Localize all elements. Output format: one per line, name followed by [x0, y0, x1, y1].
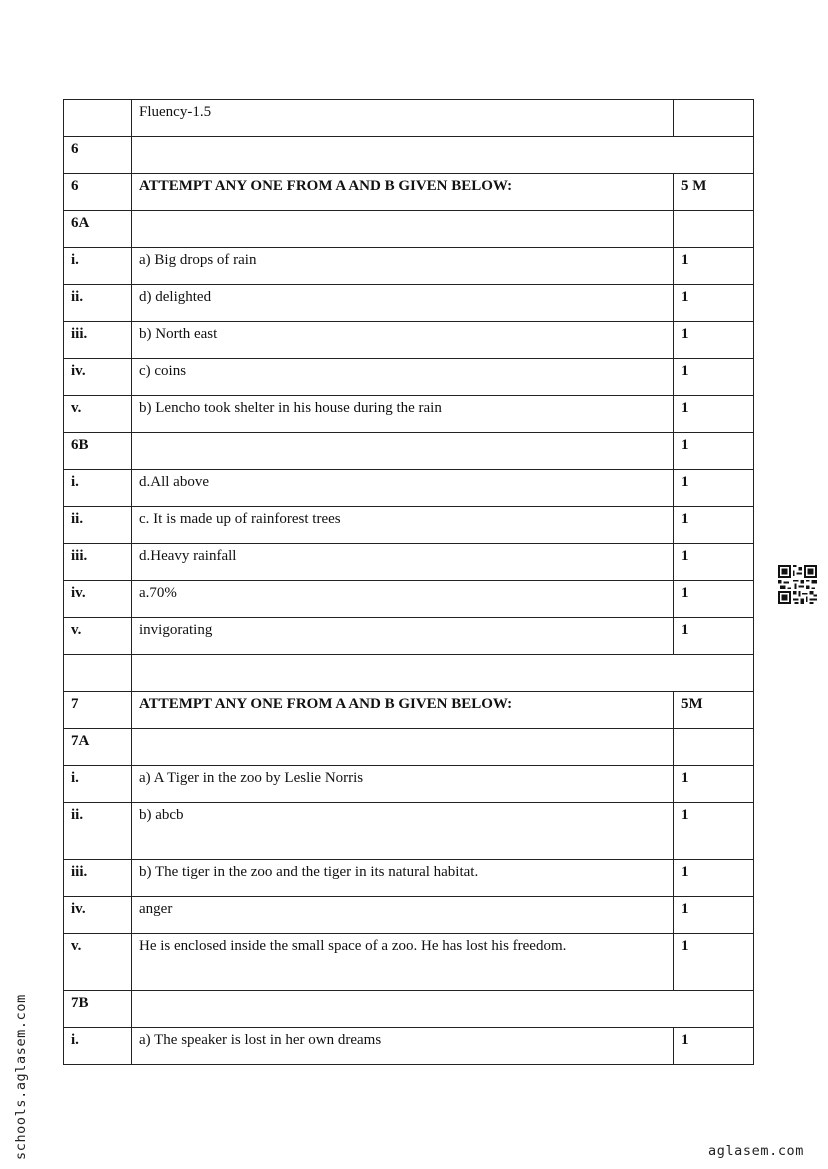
marks: 1	[674, 581, 754, 618]
answer-text	[132, 655, 754, 692]
answer-text: c. It is made up of rainforest trees	[132, 507, 674, 544]
question-number: 7	[64, 692, 132, 729]
question-number: i.	[64, 248, 132, 285]
marks: 1	[674, 322, 754, 359]
table-row	[64, 581, 754, 618]
answer-text	[132, 991, 754, 1028]
marks: 1	[674, 803, 754, 860]
answer-text	[132, 433, 674, 470]
question-number: i.	[64, 766, 132, 803]
marks: 1	[674, 766, 754, 803]
question-number: iii.	[64, 322, 132, 359]
answer-text: Fluency-1.5	[132, 100, 674, 137]
question-number: v.	[64, 618, 132, 655]
question-number	[64, 100, 132, 137]
answer-text: a.70%	[132, 581, 674, 618]
question-number: 6B	[64, 433, 132, 470]
answer-text: invigorating	[132, 618, 674, 655]
marks: 1	[674, 507, 754, 544]
marks: 1	[674, 396, 754, 433]
answer-text: b) The tiger in the zoo and the tiger in its natural habitat.	[132, 860, 674, 897]
answer-text: a) A Tiger in the zoo by Leslie Norris	[132, 766, 674, 803]
table-row	[64, 618, 754, 655]
question-number: iv.	[64, 359, 132, 396]
question-number: i.	[64, 470, 132, 507]
marks: 1	[674, 433, 754, 470]
qr-code-icon	[778, 565, 817, 604]
table-row	[64, 470, 754, 507]
question-number: ii.	[64, 285, 132, 322]
marks: 5 M	[674, 174, 754, 211]
table-row	[64, 991, 754, 1028]
table-row	[64, 211, 754, 248]
table-row	[64, 803, 754, 860]
answer-text: d.Heavy rainfall	[132, 544, 674, 581]
marks	[674, 729, 754, 766]
answer-key-body	[64, 100, 754, 1065]
answer-text: a) Big drops of rain	[132, 248, 674, 285]
answer-text: ATTEMPT ANY ONE FROM A AND B GIVEN BELOW:	[132, 174, 674, 211]
question-number: v.	[64, 396, 132, 433]
question-number: 7A	[64, 729, 132, 766]
marks: 1	[674, 285, 754, 322]
question-number: iv.	[64, 897, 132, 934]
marks: 1	[674, 248, 754, 285]
table-row	[64, 860, 754, 897]
question-number: 7B	[64, 991, 132, 1028]
answer-text: a) The speaker is lost in her own dreams	[132, 1028, 674, 1065]
marks: 1	[674, 897, 754, 934]
table-row	[64, 507, 754, 544]
table-row	[64, 1028, 754, 1065]
answer-text	[132, 729, 674, 766]
table-row	[64, 100, 754, 137]
marks: 1	[674, 1028, 754, 1065]
marks: 1	[674, 359, 754, 396]
table-row	[64, 248, 754, 285]
question-number: iii.	[64, 860, 132, 897]
question-number: ii.	[64, 507, 132, 544]
table-row	[64, 692, 754, 729]
marks: 1	[674, 470, 754, 507]
question-number: iii.	[64, 544, 132, 581]
table-row	[64, 137, 754, 174]
answer-text: b) abcb	[132, 803, 674, 860]
question-number	[64, 655, 132, 692]
question-number: i.	[64, 1028, 132, 1065]
marks: 5M	[674, 692, 754, 729]
table-row	[64, 729, 754, 766]
answer-text: c) coins	[132, 359, 674, 396]
footer-watermark: aglasem.com	[708, 1143, 805, 1159]
answer-text	[132, 211, 674, 248]
table-row	[64, 655, 754, 692]
marks: 1	[674, 544, 754, 581]
table-row	[64, 766, 754, 803]
answer-text: anger	[132, 897, 674, 934]
table-row	[64, 322, 754, 359]
marks: 1	[674, 618, 754, 655]
side-watermark: schools.aglasem.com	[13, 994, 29, 1160]
table-row	[64, 396, 754, 433]
question-number: 6	[64, 174, 132, 211]
table-row	[64, 897, 754, 934]
table-row	[64, 433, 754, 470]
table-row	[64, 359, 754, 396]
question-number: ii.	[64, 803, 132, 860]
table-row	[64, 934, 754, 991]
marks	[674, 100, 754, 137]
answer-text: d.All above	[132, 470, 674, 507]
table-row	[64, 285, 754, 322]
answer-text: b) North east	[132, 322, 674, 359]
question-number: iv.	[64, 581, 132, 618]
marks: 1	[674, 860, 754, 897]
answer-text: d) delighted	[132, 285, 674, 322]
answer-text: b) Lencho took shelter in his house during the rain	[132, 396, 674, 433]
answer-text	[132, 137, 754, 174]
marks	[674, 211, 754, 248]
answer-key-table	[63, 99, 754, 1065]
table-row	[64, 544, 754, 581]
marks: 1	[674, 934, 754, 991]
question-number: 6	[64, 137, 132, 174]
table-row	[64, 174, 754, 211]
answer-text: He is enclosed inside the small space of a zoo. He has lost his freedom.	[132, 934, 674, 991]
question-number: v.	[64, 934, 132, 991]
answer-text: ATTEMPT ANY ONE FROM A AND B GIVEN BELOW:	[132, 692, 674, 729]
question-number: 6A	[64, 211, 132, 248]
